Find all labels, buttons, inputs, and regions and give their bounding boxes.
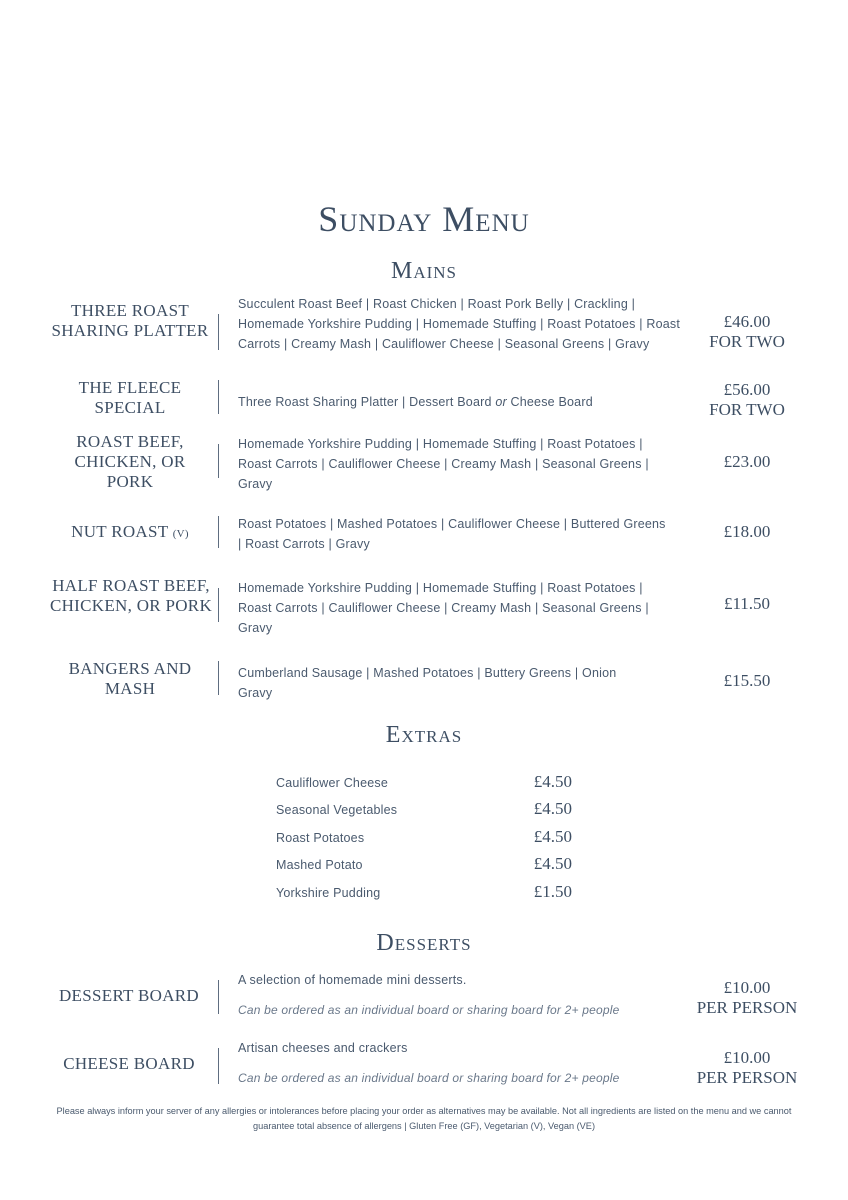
item-name: BANGERS AND MASH bbox=[68, 659, 192, 698]
list-item bbox=[276, 852, 576, 879]
mains-heading: Mains bbox=[390, 258, 457, 284]
item-price bbox=[672, 978, 822, 1018]
item-price: £11.50 bbox=[723, 594, 771, 613]
page-title: Sunday Menu bbox=[318, 199, 530, 239]
extra-price: £4.50 bbox=[533, 799, 572, 819]
item-name: THE FLEECE SPECIAL bbox=[78, 378, 182, 417]
price-note: FOR TWO bbox=[709, 332, 785, 351]
item-name: DESSERT BOARD bbox=[58, 986, 199, 1005]
item-name: ROAST BEEF, CHICKEN, OR PORK bbox=[74, 432, 186, 491]
allergen-notice: Please always inform your server of any allergies or intolerances before placing your order as alternatives may be available. Not all ingredients are listed on the menu and we cannot guarantee total absence of allergens | Gluten Free (GF), Vegetarian (V), Vegan (VE) bbox=[56, 1106, 792, 1131]
extra-name: Mashed Potato bbox=[276, 858, 363, 873]
item-name: THREE ROAST SHARING PLATTER bbox=[51, 301, 209, 340]
divider bbox=[218, 980, 219, 1014]
item-description: Roast Potatoes | Mashed Potatoes | Cauliflower Cheese | Buttered Greens | Roast Carrots | Gravy bbox=[238, 517, 666, 551]
divider bbox=[218, 661, 219, 695]
extras-heading: Extras bbox=[385, 722, 463, 748]
vegetarian-tag: (V) bbox=[172, 528, 189, 540]
list-item bbox=[276, 770, 576, 797]
price-amount: £10.00 bbox=[723, 1048, 771, 1067]
extra-name: Cauliflower Cheese bbox=[276, 776, 388, 790]
item-description: Artisan cheeses and crackers bbox=[238, 1041, 408, 1055]
price-note: PER PERSON bbox=[696, 1068, 798, 1087]
item-note: Can be ordered as an individual board or sharing board for 2+ people bbox=[238, 1071, 620, 1085]
item-description: A selection of homemade mini desserts. bbox=[238, 973, 467, 987]
divider bbox=[218, 380, 219, 414]
divider bbox=[218, 588, 219, 622]
description-part: Three Roast Sharing Platter | Dessert Board bbox=[238, 395, 492, 409]
item-description: Succulent Roast Beef | Roast Chicken | Roast Pork Belly | Crackling | Homemade Yorkshire Pudding | Homemade Stuffing | Roast Potatoes | Roast Carrots | Creamy Mash | Cauliflower Cheese | Seasonal Greens | Gravy bbox=[238, 297, 681, 351]
price-amount: £46.00 bbox=[723, 312, 771, 331]
extra-name: Yorkshire Pudding bbox=[276, 885, 381, 900]
item-price bbox=[672, 1048, 822, 1088]
extra-price: £4.50 bbox=[533, 826, 572, 846]
item-price: £15.50 bbox=[723, 671, 771, 690]
item-description bbox=[238, 392, 688, 412]
extra-price: £1.50 bbox=[533, 881, 572, 901]
divider bbox=[218, 444, 219, 478]
list-item bbox=[276, 825, 576, 852]
desserts-heading: Desserts bbox=[376, 930, 472, 956]
item-name: CHEESE BOARD bbox=[63, 1054, 195, 1073]
item-description: Homemade Yorkshire Pudding | Homemade Stuffing | Roast Potatoes | Roast Carrots | Cauliflower Cheese | Creamy Mash | Seasonal Greens | Gravy bbox=[238, 437, 649, 491]
divider bbox=[218, 314, 219, 350]
item-description: Cumberland Sausage | Mashed Potatoes | Buttery Greens | Onion Gravy bbox=[238, 666, 617, 700]
divider bbox=[218, 1048, 219, 1084]
item-name: HALF ROAST BEEF, CHICKEN, OR PORK bbox=[49, 576, 213, 615]
item-description: Homemade Yorkshire Pudding | Homemade Stuffing | Roast Potatoes | Roast Carrots | Cauliflower Cheese | Creamy Mash | Seasonal Greens | Gravy bbox=[238, 581, 649, 635]
extra-name: Seasonal Vegetables bbox=[276, 803, 398, 818]
extra-name: Roast Potatoes bbox=[276, 830, 365, 845]
item-name-text: NUT ROAST bbox=[71, 522, 169, 541]
price-amount: £10.00 bbox=[723, 978, 771, 997]
description-part: Cheese Board bbox=[510, 395, 593, 409]
item-note: Can be ordered as an individual board or sharing board for 2+ people bbox=[238, 1003, 620, 1017]
divider bbox=[218, 516, 219, 548]
price-note: PER PERSON bbox=[696, 998, 798, 1017]
price-amount: £56.00 bbox=[723, 380, 771, 399]
item-price: £18.00 bbox=[723, 522, 771, 541]
item-price bbox=[672, 312, 822, 352]
list-item bbox=[276, 880, 576, 907]
item-price bbox=[672, 380, 822, 420]
item-price: £23.00 bbox=[723, 452, 771, 471]
extras-list bbox=[276, 770, 576, 907]
list-item bbox=[276, 797, 576, 824]
item-name bbox=[50, 522, 210, 544]
extra-price: £4.50 bbox=[533, 772, 572, 791]
description-or: or bbox=[495, 395, 507, 409]
extra-price: £4.50 bbox=[533, 854, 572, 874]
price-note: FOR TWO bbox=[709, 400, 785, 419]
